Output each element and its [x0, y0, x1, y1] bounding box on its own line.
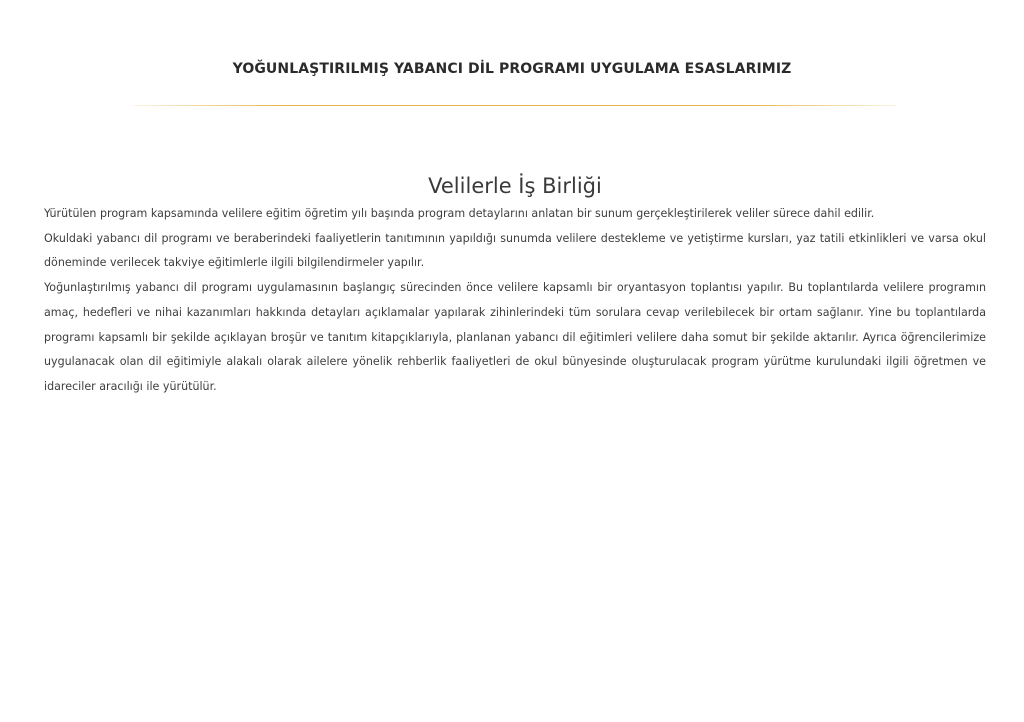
- cooperation-section: [44, 172, 986, 400]
- page-title: YOĞUNLAŞTIRILMIŞ YABANCI DİL PROGRAMI UYGULAMA ESASLARIMIZ: [232, 61, 792, 77]
- paragraph-orientation: Yoğunlaştırılmış yabancı dil programı uygulamasının başlangıç sürecinden önce velilere kapsamlı bir oryantasyon toplantısı yapılır. Bu toplantılarda velilere programın amaç, hedefleri ve nihai kazanımları hakkında detayları açıklamalar yapılarak zihinlerindeki tüm sorulara cevap verilebilecek bir ortam sağlanır. Yine bu toplantılarda programı kapsamlı bir şekilde açıklayan broşür ve tanıtım kitapçıklarıyla, planlanan yabancı dil eğitimleri velilere daha somut bir şekilde aktarılır. Ayrıca öğrencilerimize uygulanacak olan dil eğitimiyle alakalı olarak ailelere yönelik rehberlik faaliyetleri de okul bünyesinde oluşturulacak program yürütme kurulundaki ilgili öğretmen ve idareciler aracılığı ile yürütülür.: [44, 281, 986, 393]
- section-heading: Velilerle İş Birliği: [428, 174, 602, 198]
- paragraph-intro: Yürütülen program kapsamında velilere eğitim öğretim yılı başında program detaylarını anlatan bir sunum gerçekleştirilerek veliler sürece dahil edilir.: [44, 207, 875, 220]
- page-header: [0, 58, 1024, 80]
- paragraph-presentation: Okuldaki yabancı dil programı ve beraberindeki faaliyetlerin tanıtımının yapıldığı sunumda velilere destekleme ve yetiştirme kursları, yaz tatili etkinlikleri ve varsa okul döneminde verilecek takviye eğitimlerle ilgili bilgilendirmeler yapılır.: [44, 231, 986, 270]
- title-divider: [133, 105, 897, 106]
